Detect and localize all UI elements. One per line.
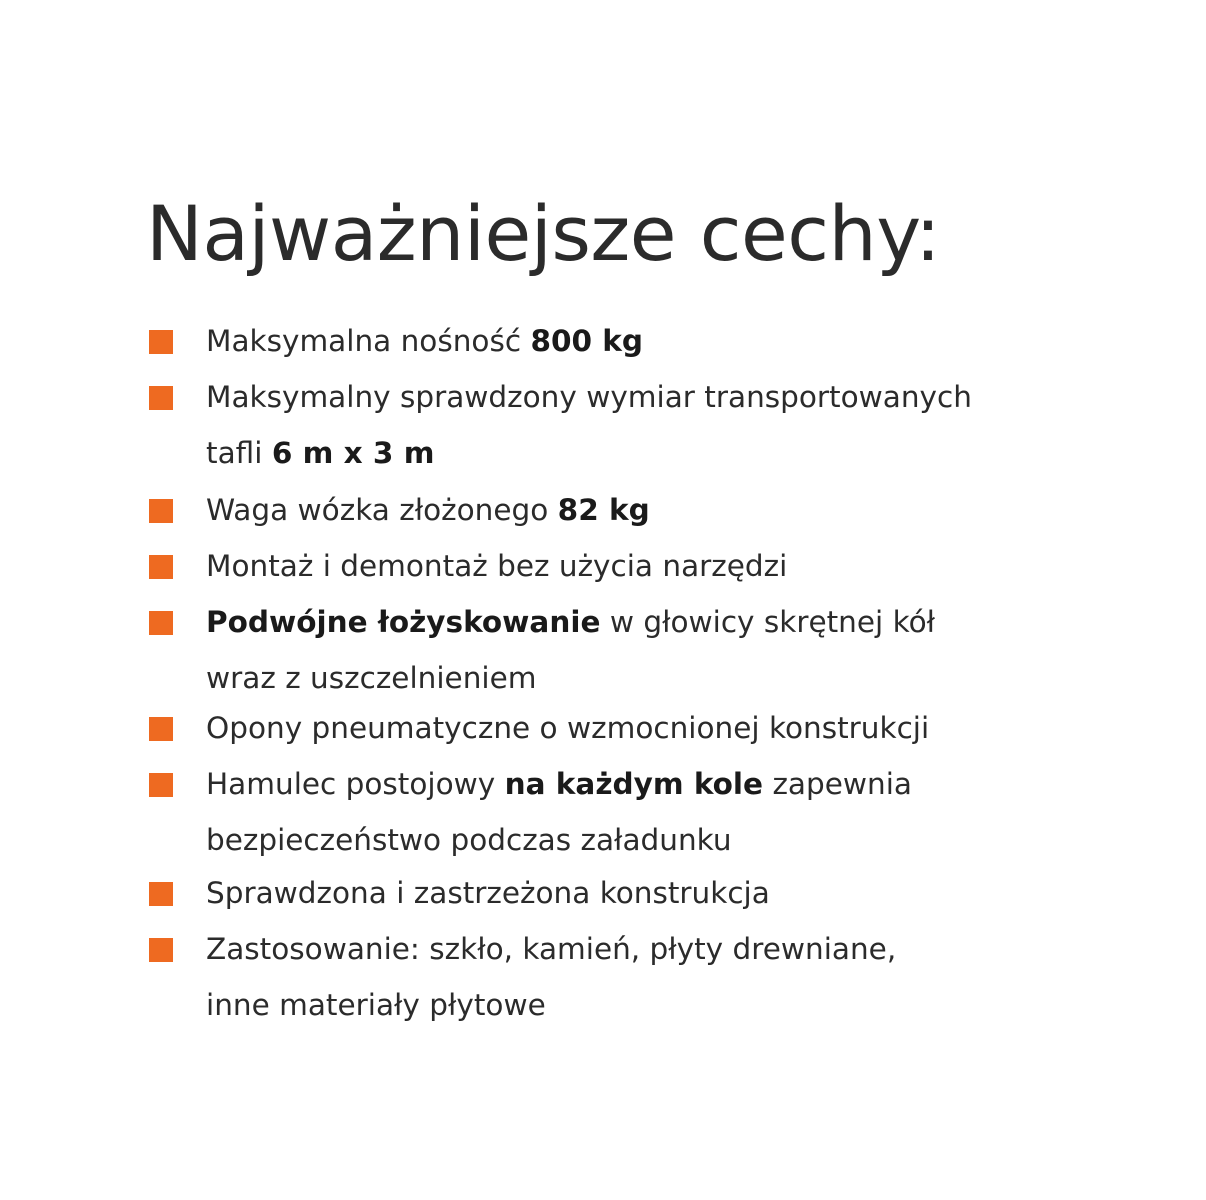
square-bullet-icon (149, 717, 173, 741)
feature-text-line (206, 594, 1136, 650)
square-bullet-icon (149, 611, 173, 635)
square-bullet-icon (149, 555, 173, 579)
feature-text: Maksymalny sprawdzony wymiar transportowanych (206, 380, 972, 414)
feature-highlight: 6 m x 3 m (271, 436, 435, 470)
feature-text-line (206, 369, 1136, 425)
feature-text: Montaż i demontaż bez użycia narzędzi (206, 549, 788, 583)
feature-text-line (206, 756, 1136, 812)
feature-text-line (206, 538, 1136, 594)
feature-text: Hamulec postojowy (206, 767, 505, 801)
feature-highlight: 82 kg (557, 493, 650, 527)
feature-text: w głowicy skrętnej kół (600, 605, 936, 639)
feature-text-line (206, 865, 1136, 921)
feature-text-line (206, 482, 1136, 538)
square-bullet-icon (149, 330, 173, 354)
feature-text: Sprawdzona i zastrzeżona konstrukcja (206, 876, 770, 910)
feature-text-line (206, 425, 1136, 481)
feature-text: inne materiały płytowe (206, 988, 546, 1022)
feature-text-line (206, 977, 1136, 1033)
page-title: Najważniejsze cechy: (146, 189, 941, 278)
feature-text: tafli (206, 436, 272, 470)
feature-text: wraz z uszczelnieniem (206, 661, 537, 695)
square-bullet-icon (149, 882, 173, 906)
feature-text-line (206, 650, 1136, 706)
feature-highlight: na każdym kole (504, 767, 764, 801)
feature-text-line (206, 313, 1136, 369)
feature-text-line (206, 700, 1136, 756)
square-bullet-icon (149, 938, 173, 962)
feature-text: Zastosowanie: szkło, kamień, płyty drewniane, (206, 932, 897, 966)
feature-text: Opony pneumatyczne o wzmocnionej konstrukcji (206, 711, 930, 745)
feature-text-line (206, 921, 1136, 977)
square-bullet-icon (149, 773, 173, 797)
feature-highlight: Podwójne łożyskowanie (206, 605, 601, 639)
feature-text-line (206, 812, 1136, 868)
feature-text: Waga wózka złożonego (206, 493, 558, 527)
feature-text: Maksymalna nośność (206, 324, 531, 358)
feature-highlight: 800 kg (530, 324, 644, 358)
feature-text: zapewnia (763, 767, 912, 801)
square-bullet-icon (149, 499, 173, 523)
square-bullet-icon (149, 386, 173, 410)
feature-text: bezpieczeństwo podczas załadunku (206, 823, 732, 857)
